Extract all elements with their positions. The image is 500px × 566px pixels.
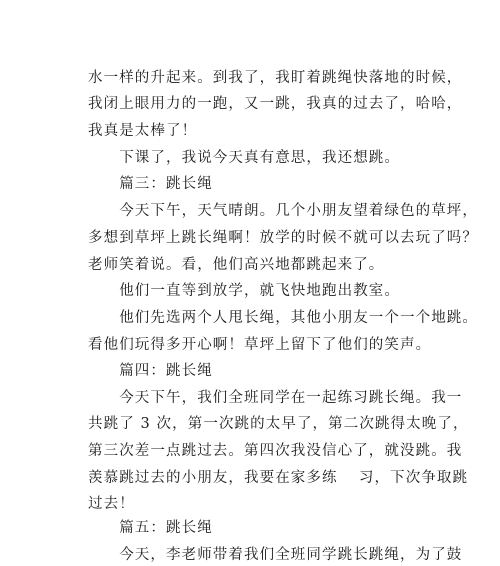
- text-line: 今天下午，天气晴朗。几个小朋友望着绿色的草坪，: [88, 203, 478, 219]
- text-line: 过去！: [88, 496, 135, 512]
- text-line: 水一样的升起来。到我了，我盯着跳绳快落地的时候，: [88, 70, 463, 86]
- text-line: 我闭上眼用力的一跑，又一跳，我真的过去了，哈哈，: [88, 96, 463, 112]
- text-line: 羡慕跳过去的小朋友，我要在家多练 习，下次争取跳: [88, 470, 469, 486]
- text-line: 下课了，我说今天真有意思，我还想跳。: [88, 150, 400, 166]
- text-line: 共跳了 3 次，第一次跳的太早了，第二次跳得太晚了，: [88, 416, 469, 432]
- text-line: 他们先选两个人甩长绳，其他小朋友一个一个地跳。: [88, 310, 478, 326]
- section-heading: 篇五：跳长绳: [88, 520, 213, 536]
- text-line: 我真是太棒了！: [88, 123, 198, 139]
- text-line: 多想到草坪上跳长绳啊！放学的时候不就可以去玩了吗？: [88, 230, 478, 246]
- text-line: 看他们玩得多开心啊！草坪上留下了他们的笑声。: [88, 337, 432, 353]
- section-heading: 篇四：跳长绳: [88, 363, 213, 379]
- text-line: 老师笑着说。看，他们高兴地都跳起来了。: [88, 257, 385, 273]
- text-line: 第三次差一点跳过去。第四次我没信心了，就没跳。我: [88, 443, 463, 459]
- text-line: 他们一直等到放学，就飞快地跑出教室。: [88, 283, 400, 299]
- section-heading: 篇三：跳长绳: [88, 176, 213, 192]
- text-line: 今天，李老师带着我们全班同学跳长跳绳，为了鼓: [88, 547, 463, 563]
- text-line: 今天下午，我们全班同学在一起练习跳长绳。我一: [88, 390, 463, 406]
